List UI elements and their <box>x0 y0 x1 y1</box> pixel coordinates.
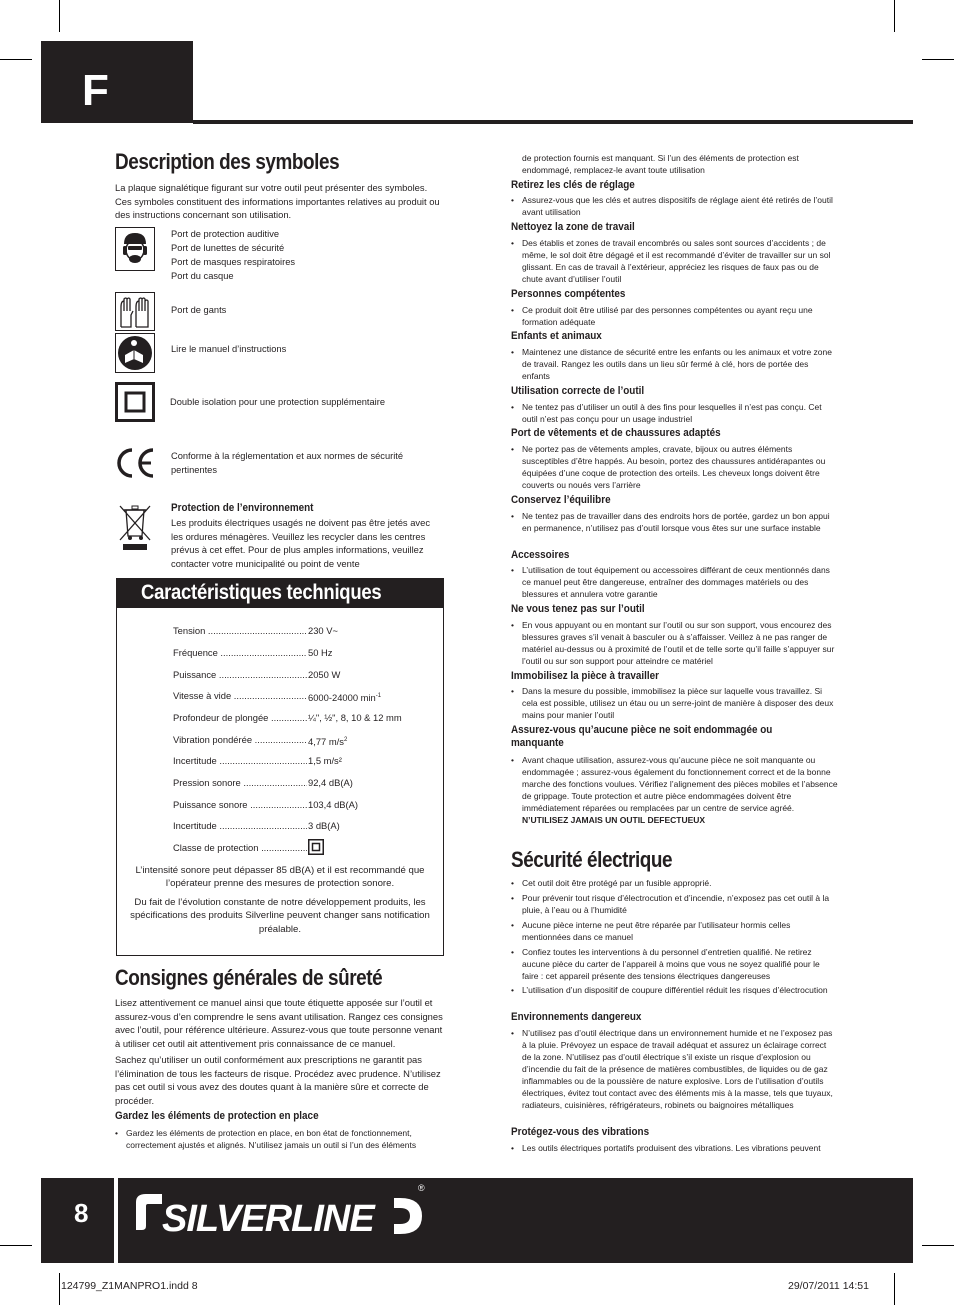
environment-text: Les produits électriques usagés ne doivent pas être jetés avec les ordures ménagères. Veuillez les recycler dans les centres prévus à cet effet. Pour de plus amples informations, veuillez contacter votre municipalité ou point de vente <box>171 517 431 570</box>
electrical-bullet <box>511 946 838 982</box>
spec-value <box>307 839 324 859</box>
silverline-logo <box>132 1190 432 1242</box>
spec-label: Incertitude ..... <box>173 819 307 833</box>
section-bullet <box>511 564 838 600</box>
spec-row <box>173 754 435 768</box>
section-bullet <box>511 754 840 826</box>
symbol-desc-double-insulation: Double isolation pour une protection supplémentaire <box>170 397 385 407</box>
bullet-text: Confiez toutes les interventions à du personnel d’entretien qualifié. Ne retirez aucune pièce du carter de l’appareil à moins que vous ne soyez qualifié pour le faire : cet appareil présente des tensions électriques dangereuses <box>522 947 820 981</box>
spec-label: Vitesse à vide ..... <box>173 689 307 703</box>
bullet-text: Pour prévenir tout risque d’électrocution et d’incendie, n’exposez pas cet outil à la pluie, à l’eau ou à l’humidité <box>522 893 830 915</box>
environment-title: Protection de l’environnement <box>171 502 314 514</box>
spec-label: Incertitude ..... <box>173 754 307 768</box>
spec-value-sup: 2 <box>343 737 348 743</box>
section-bullet <box>511 304 838 328</box>
vibration-bullet <box>511 1142 838 1154</box>
spec-note-noise: L’intensité sonore peut dépasser 85 dB(A) et il est recommandé que l’opérateur prenne des mesures de protection sonore. <box>135 865 425 890</box>
bullet-dot: • <box>511 893 514 903</box>
specifications-title: Caractéristiques techniques <box>141 581 382 604</box>
spec-row <box>173 668 435 682</box>
section-title: Nettoyez la zone de travail <box>511 221 635 233</box>
spec-row <box>173 711 435 725</box>
safety-paragraph-1: Lisez attentivement ce manuel ainsi que toute étiquette apposée sur l’outil et assurez-vous d’en comprendre le sens avant utilisation. Rangez ces consignes avec l’outil, pour référence ultérieure. Assurez-vous que toute personne venant à utiliser cet outil ait attentivement pris connaissance de ce manuel. <box>115 997 443 1050</box>
bullet-text: Ne tentez pas d’utiliser un outil à des fins pour lesquelles il n’est pas conçu. Cet outil n’est pas conçu pour un usage industriel <box>522 402 822 424</box>
spec-label: Tension ..... <box>173 624 307 638</box>
section-title: Ne vous tenez pas sur l’outil <box>511 603 645 615</box>
guards-continued: de protection fournis est manquant. Si l’un des éléments de protection est endommagé, remplacez-le avant toute utilisation <box>522 153 799 175</box>
date-slug: 29/07/2011 14:51 <box>788 1280 869 1292</box>
bullet-text: Dans la mesure du possible, immobilisez la pièce sur laquelle vous travaillez. Si cela est possible, utilisez un étau ou un serre-joint de manière à disposer des deux mains pour manier l’outil <box>522 686 834 720</box>
section-title: Personnes compétentes <box>511 288 626 300</box>
spec-value-sup: -1 <box>375 693 382 699</box>
spec-row <box>173 624 435 638</box>
section-bullet <box>511 443 838 491</box>
section-title: Utilisation correcte de l’outil <box>511 385 645 397</box>
symbol-line: Port du casque <box>171 271 234 281</box>
footer-separator <box>114 1178 118 1263</box>
symbol-line: Port de lunettes de sécurité <box>171 243 285 253</box>
ppe-head-icon <box>115 227 155 271</box>
safety-title: Consignes générales de sûreté <box>115 965 383 990</box>
bullet-text: Des établis et zones de travail encombrés ou sales sont sources d’accidents ; de même, le sol doit être dégagé et il est recommandé d’éviter de travailler sur un sol glissant. En cas de travail à l’extérieur, appréciez les risques de faux pas ou de chute avant d’utiliser l’outil <box>522 238 831 284</box>
spec-value: 1,5 m/s² <box>308 755 342 766</box>
safety-paragraph-2: Sachez qu’utiliser un outil conformément aux prescriptions ne garantit pas l’élimination de tous les facteurs de risque. Procédez avec prudence. N’utilisez pas cet outil si vous avez des doutes quant à la manière sûre et correcte de procéder. <box>115 1054 441 1107</box>
spec-note-changes: Du fait de l’évolution constante de notre développement produits, les spécifications des produits Silverline peuvent changer sans notification préalable. <box>130 897 430 935</box>
electrical-bullet <box>511 877 838 889</box>
guards-bullet <box>115 1127 444 1151</box>
symbol-desc-gloves: Port de gants <box>171 305 227 315</box>
spec-value: 50 Hz <box>308 647 333 658</box>
bullet-dot: • <box>511 565 514 575</box>
section-bullet <box>511 401 838 425</box>
vibration-title: Protégez-vous des vibrations <box>511 1126 650 1138</box>
page-number: 8 <box>74 1198 89 1228</box>
section-title: Retirez les clés de réglage <box>511 179 635 191</box>
manual-icon <box>115 333 155 373</box>
spec-value: 230 V~ <box>308 625 338 636</box>
spec-label: Puissance ..... <box>173 668 307 682</box>
bullet-dot: • <box>511 305 514 315</box>
language-letter: F <box>82 66 109 115</box>
bullet-text: Assurez-vous que les clés et autres dispositifs de réglage aient été retirés de l’outil avant utilisation <box>522 195 833 217</box>
spec-row <box>173 689 435 703</box>
crop-mark <box>59 1273 60 1305</box>
bullet-text: Maintenez une distance de sécurité entre les enfants ou les animaux et votre zone de travail. Rangez les outils dans un lieu sûr fermé à clé, hors de portée des enfants <box>522 347 832 381</box>
guards-title: Gardez les éléments de protection en place <box>115 1110 319 1122</box>
double-insulation-icon <box>115 382 155 422</box>
section-bullet <box>511 510 838 534</box>
bullet-text: Ce produit doit être utilisé par des personnes compétentes ou ayant reçu une formation adéquate <box>522 305 813 327</box>
spec-value <box>307 733 347 749</box>
ce-mark-icon <box>114 446 156 480</box>
spec-row <box>173 819 435 833</box>
bullet-dot: • <box>511 686 514 696</box>
spec-row <box>173 776 435 790</box>
section-bullet <box>511 619 840 667</box>
spec-value-text: 6000-24000 min <box>308 692 376 704</box>
section-title: Conservez l’équilibre <box>511 494 611 506</box>
symbols-title: Description des symboles <box>115 149 340 174</box>
symbol-line: pertinentes <box>171 465 217 475</box>
spec-row <box>173 733 435 747</box>
bullet-dot: • <box>511 195 514 205</box>
crop-mark <box>894 1273 895 1305</box>
gloves-icon <box>115 292 155 331</box>
bullet-dot: • <box>511 347 514 357</box>
bullet-dot: • <box>511 878 514 888</box>
bullet-text: Ne portez pas de vêtements amples, cravate, bijoux ou autres éléments susceptibles d’être happés. Au besoin, portez des chaussures antidérapantes ou équipées d’une coque de protection des orteils. Les cheveux longs doivent être couverts ou noués vers l’arrière <box>522 444 826 490</box>
crop-mark <box>922 1245 954 1246</box>
bullet-text: Les outils électriques portatifs produisent des vibrations. Les vibrations peuvent <box>522 1143 821 1153</box>
crop-mark <box>894 0 895 32</box>
section-bullet <box>511 685 838 721</box>
section-title: Immobilisez la pièce à travailler <box>511 670 660 682</box>
bullet-text: N’utilisez pas d’outil électrique dans un environnement humide et ne l’exposez pas à la pluie. Prévoyez un espace de travail adéquat et assurez un éclairage correct de la zone. N’utilisez pas d’outil électrique s’il existe un risque d’explosion ou d’incendie du fait de la présence de matières combustibles, de liquides ou de gaz inflammables ou de la poussière de nature explosive. Lors de l’utilisation d’outils électriques, évitez tout contact avec des éléments mis à la masse, tels que tuyaux, radiateurs, cuisinières, réfrigérateurs, robinets ou baignoires métalliques <box>522 1028 833 1110</box>
symbols-intro: La plaque signalétique figurant sur votre outil peut présenter des symboles. Ces symboles constituent des informations importantes relatives au produit ou des instructions concernant son utilisation. <box>115 182 440 221</box>
spec-label: Pression sonore ..... <box>173 776 307 790</box>
bullet-text: Aucune pièce interne ne peut être réparée par l’utilisateur hormis celles mentionnées dans ce manuel <box>522 920 791 942</box>
spec-label: Fréquence ..... <box>173 646 307 660</box>
bullet-text: En vous appuyant ou en montant sur l’outil ou sur son support, vous encourez des blessures graves s’il venait à basculer ou à s’affaisser. Veillez à ne pas ranger de matériel au-dessus ou à proximité de l’outil et de telle sorte qu’il faille s’appuyer sur l’outil ou sur son support pour atteindre ce matériel <box>522 620 835 666</box>
spec-label: Classe de protection ..... <box>173 841 307 855</box>
bullet-text: Avant chaque utilisation, assurez-vous qu’aucune pièce ne soit manquante ou endommagée ; assurez-vous également du fonctionnement correct et de la bonne marche des fonctions voulues. Vérifiez l’alignement des pièces mobiles et l’absence de grippage. Toute protection et autre pièce endommagées doivent être immédiatement réparées ou remplacées par un centre de service agréé. <box>522 755 838 813</box>
bullet-text: L’utilisation d’un dispositif de coupure différentiel réduit les risques d’électrocution <box>522 985 828 995</box>
bullet-dot: • <box>115 1128 118 1138</box>
class-ii-icon <box>308 839 324 855</box>
symbol-desc-ppe <box>171 227 441 283</box>
section-title: Accessoires <box>511 549 570 561</box>
hazardous-env-bullet <box>511 1027 838 1111</box>
symbol-desc-manual: Lire le manuel d’instructions <box>171 344 287 354</box>
symbol-desc-ce <box>171 449 441 477</box>
spec-row <box>173 646 435 660</box>
spec-value: 2050 W <box>308 669 341 680</box>
warning-text: N’UTILISEZ JAMAIS UN OUTIL DEFECTUEUX <box>522 815 706 825</box>
symbol-line: Port de protection auditive <box>171 229 280 239</box>
crossed-bin-icon <box>116 502 154 552</box>
bullet-dot: • <box>511 402 514 412</box>
spec-value: 3 dB(A) <box>308 820 340 831</box>
crop-mark <box>922 59 954 60</box>
header-rule <box>193 120 913 124</box>
spec-value <box>307 689 381 705</box>
bullet-text: L’utilisation de tout équipement ou accessoires différant de ceux mentionnés dans ce manuel peut être dangereuse, entraîner des dommages matériels ou des blessures et annulera votre garantie <box>522 565 830 599</box>
spec-value: 103,4 dB(A) <box>308 799 359 810</box>
spec-label: Profondeur de plongée ..... <box>173 711 307 725</box>
section-title: Assurez-vous qu’aucune pièce ne soit endommagée ou manquante <box>511 724 773 749</box>
bullet-dot: • <box>511 444 514 454</box>
section-bullet <box>511 346 838 382</box>
spec-label: Vibration pondérée ..... <box>173 733 307 747</box>
spec-value: ¼", ½", 8, 10 & 12 mm <box>308 712 402 723</box>
symbol-line: Port de masques respiratoires <box>171 257 296 267</box>
svg-text:SILVERLINE: SILVERLINE <box>162 1198 374 1240</box>
bullet-dot: • <box>511 238 514 248</box>
section-bullet <box>511 194 838 218</box>
electrical-bullet <box>511 919 838 943</box>
bullet-dot: • <box>511 755 514 765</box>
electrical-bullet <box>511 984 838 996</box>
spec-value: 92,4 dB(A) <box>308 777 353 788</box>
bullet-dot: • <box>511 1143 514 1153</box>
section-title: Port de vêtements et de chaussures adaptés <box>511 427 721 439</box>
bullet-dot: • <box>511 511 514 521</box>
electrical-title: Sécurité électrique <box>511 847 673 872</box>
spec-row <box>173 841 435 855</box>
electrical-bullet <box>511 892 838 916</box>
crop-mark <box>0 1245 32 1246</box>
bullet-dot: • <box>511 947 514 957</box>
bullet-text: Gardez les éléments de protection en place, en bon état de fonctionnement, correctement ajustés et alignés. N’utilisez jamais un outil si l’un des éléments <box>126 1128 417 1150</box>
crop-mark <box>0 59 32 60</box>
section-bullet <box>511 237 838 285</box>
bullet-text: Cet outil doit être protégé par un fusible approprié. <box>522 878 712 888</box>
bullet-dot: • <box>511 620 514 630</box>
bullet-dot: • <box>511 920 514 930</box>
bullet-text: Ne tentez pas de travailler dans des endroits hors de portée, gardez un bon appui en permanence, n’utilisez pas d’outil lorsque vous êtes sur une surface instable <box>522 511 830 533</box>
hazardous-env-title: Environnements dangereux <box>511 1011 642 1023</box>
spec-value-text: 4,77 m/s <box>308 736 344 748</box>
symbol-line: Conforme à la réglementation et aux normes de sécurité <box>171 451 404 461</box>
bullet-dot: • <box>511 985 514 995</box>
spec-label: Puissance sonore ..... <box>173 798 307 812</box>
spec-row <box>173 798 435 812</box>
bullet-dot: • <box>511 1028 514 1038</box>
file-slug: 124799_Z1MANPRO1.indd 8 <box>61 1280 198 1292</box>
crop-mark <box>59 0 60 32</box>
registered-mark: ® <box>418 1183 425 1193</box>
section-title: Enfants et animaux <box>511 330 602 342</box>
